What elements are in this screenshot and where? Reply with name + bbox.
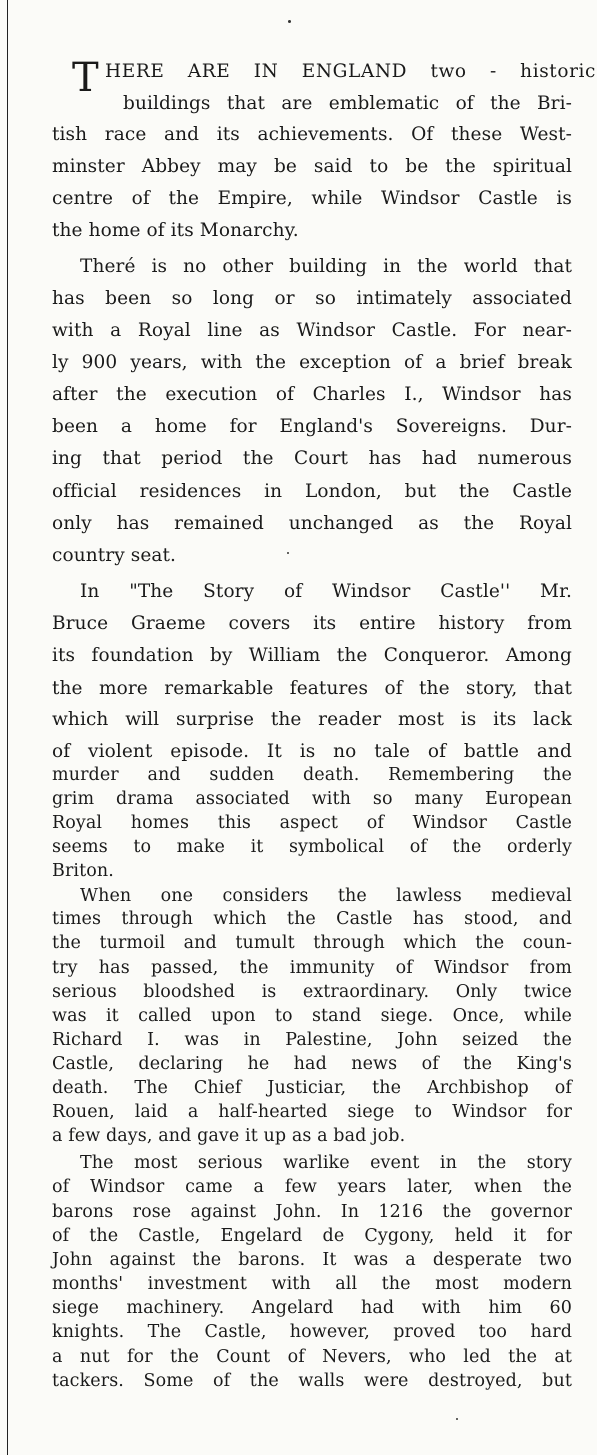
text-line: times through which the Castle has stood, and — [52, 909, 572, 929]
text-line: Royal homes this aspect of Windsor Castle — [52, 813, 572, 833]
drop-cap: T — [72, 55, 99, 101]
text-line: try has passed, the immunity of Windsor from — [52, 958, 572, 978]
text-line: has been so long or so intimately associated — [52, 288, 572, 309]
text-line: Briton. — [52, 861, 114, 881]
text-line: serious bloodshed is extraordinary. Only twice — [52, 982, 572, 1002]
text-line: was it called upon to stand siege. Once, while — [52, 1006, 572, 1026]
text-line: ly 900 years, with the exception of a brief break — [52, 352, 572, 373]
text-line: HERE ARE IN ENGLAND two - historic — [105, 61, 596, 82]
text-line: Bruce Graeme covers its entire history from — [52, 613, 572, 634]
text-line: a few days, and gave it up as a bad job. — [52, 1126, 406, 1146]
text-line: murder and sudden death. Remembering the — [52, 765, 572, 785]
text-line: its foundation by William the Conqueror. Among — [52, 645, 572, 666]
text-line: only has remained unchanged as the Royal — [52, 513, 572, 534]
text-line: of Windsor came a few years later, when the — [52, 1177, 572, 1197]
text-line: Rouen, laid a half-hearted siege to Windsor for — [52, 1102, 572, 1122]
text-line: country seat. — [52, 545, 177, 566]
text-line: ing that period the Court has had numerous — [52, 448, 572, 469]
text-line: Theré is no other building in the world that — [80, 256, 572, 277]
text-line: which will surprise the reader most is its lack — [52, 709, 572, 730]
text-line: barons rose against John. In 1216 the governor — [52, 1202, 572, 1222]
text-line: siege machinery. Angelard had with him 60 — [52, 1298, 572, 1318]
text-line: In "The Story of Windsor Castle'' Mr. — [80, 581, 572, 602]
text-line: When one considers the lawless medieval — [80, 886, 572, 906]
text-line: buildings that are emblematic of the Bri- — [123, 93, 572, 114]
column-rule — [7, 0, 8, 1455]
text-line: knights. The Castle, however, proved too hard — [52, 1322, 572, 1342]
text-line: death. The Chief Justiciar, the Archbishop of — [52, 1078, 572, 1098]
text-line: tackers. Some of the walls were destroyed, but — [52, 1371, 572, 1391]
text-line: John against the barons. It was a desperate two — [52, 1250, 572, 1270]
text-line: after the execution of Charles I., Windsor has — [52, 384, 572, 405]
text-line: The most serious warlike event in the story — [80, 1153, 572, 1173]
print-speck — [288, 20, 291, 23]
text-line: centre of the Empire, while Windsor Castle is — [52, 188, 572, 209]
text-line: with a Royal line as Windsor Castle. For near- — [52, 320, 572, 341]
print-speck — [456, 1418, 458, 1420]
text-line: of the Castle, Engelard de Cygony, held it for — [52, 1226, 572, 1246]
text-line: the more remarkable features of the story, that — [52, 678, 572, 699]
text-line: Castle, declaring he had news of the King's — [52, 1054, 572, 1074]
text-line: the home of its Monarchy. — [52, 220, 299, 241]
text-line: tish race and its achievements. Of these West- — [52, 124, 572, 145]
text-line: of violent episode. It is no tale of battle and — [52, 741, 572, 762]
text-line: minster Abbey may be said to be the spiritual — [52, 156, 572, 177]
text-line: official residences in London, but the Castle — [52, 481, 572, 502]
text-line: months' investment with all the most modern — [52, 1274, 572, 1294]
text-line: a nut for the Count of Nevers, who led the at — [52, 1347, 572, 1367]
text-line: been a home for England's Sovereigns. Dur- — [52, 416, 572, 437]
text-line: the turmoil and tumult through which the coun- — [52, 933, 572, 953]
text-line: grim drama associated with so many European — [52, 789, 572, 809]
text-line: seems to make it symbolical of the orderly — [52, 837, 572, 857]
text-line: Richard I. was in Palestine, John seized the — [52, 1030, 572, 1050]
